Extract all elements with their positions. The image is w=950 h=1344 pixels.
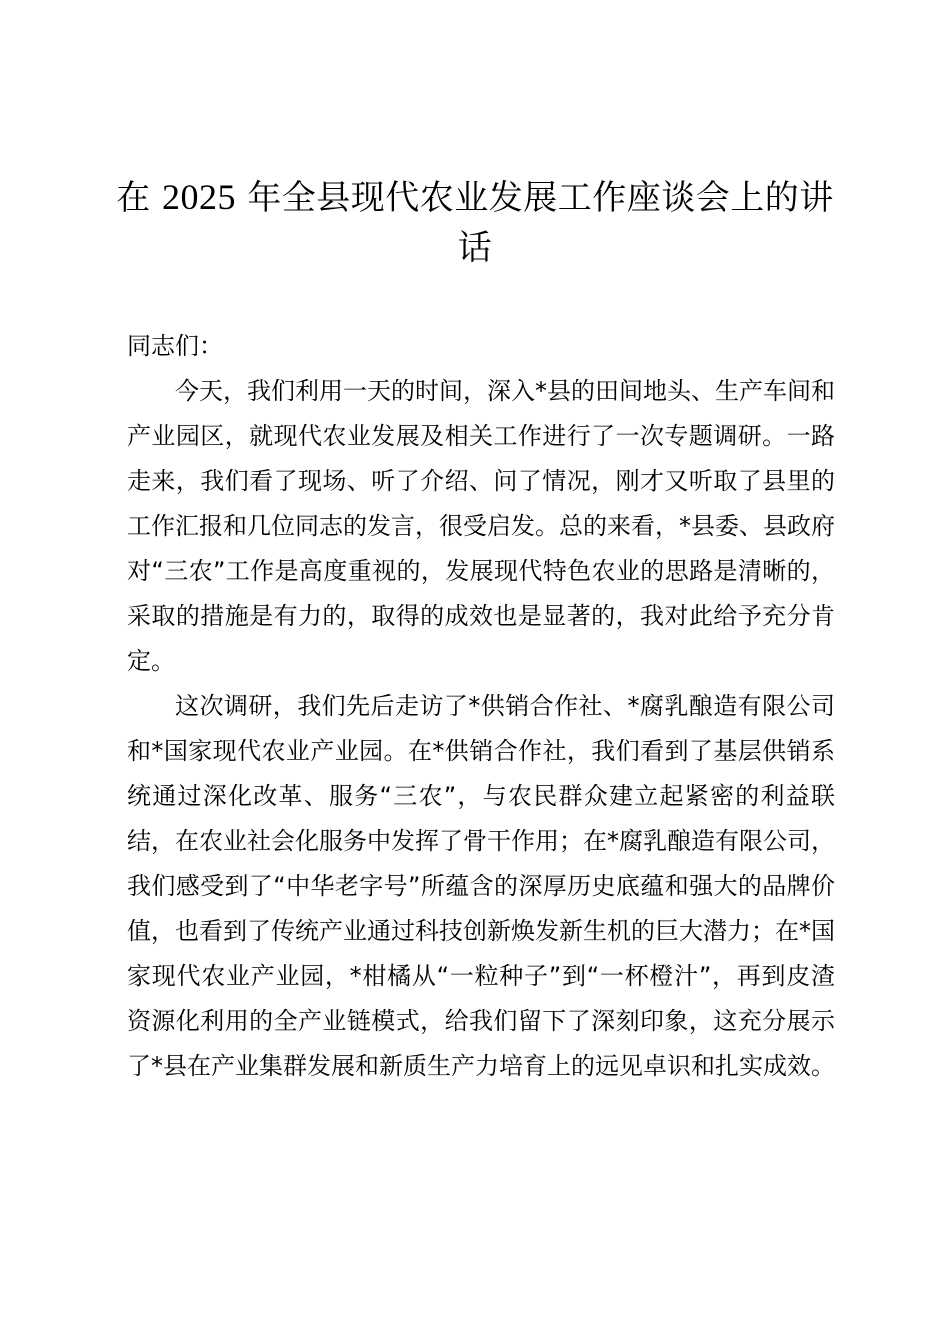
paragraph-2: 这次调研，我们先后走访了*供销合作社、*腐乳酿造有限公司和*国家现代农业产业园。在*供销合作社，我们看到了基层供销系统通过深化改革、服务“三农”，与农民群众建立起紧密的利益联结，在农业社会化服务中发挥了骨干作用；在*腐乳酿造有限公司，我们感受到了“中华老字号”所蕴含的深厚历史底蕴和强大的品牌价值，也看到了传统产业通过科技创新焕发新生机的巨大潜力；在*国家现代农业产业园，*柑橘从“一粒种子”到“一杯橙汁”，再到皮渣资源化利用的全产业链模式，给我们留下了深刻印象，这充分展示了*县在产业集群发展和新质生产力培育上的远见卓识和扎实成效。 [127, 692, 835, 1080]
document-body [127, 324, 835, 1089]
title-year: 2025 [162, 177, 236, 217]
salutation: 同志们： [127, 332, 223, 360]
document-title [100, 172, 850, 273]
title-prefix: 在 [116, 178, 151, 218]
paragraph-1: 今天，我们利用一天的时间，深入*县的田间地头、生产车间和产业园区，就现代农业发展及相关工作进行了一次专题调研。一路走来，我们看了现场、听了介绍、问了情况，刚才又听取了县里的工作汇报和几位同志的发言，很受启发。总的来看，*县委、县政府对“三农”工作是高度重视的，发展现代特色农业的思路是清晰的，采取的措施是有力的，取得的成效也是显著的，我对此给予充分肯定。 [127, 377, 835, 675]
title-rest: 年全县现代农业发展工作座谈会上的讲话 [247, 178, 834, 268]
